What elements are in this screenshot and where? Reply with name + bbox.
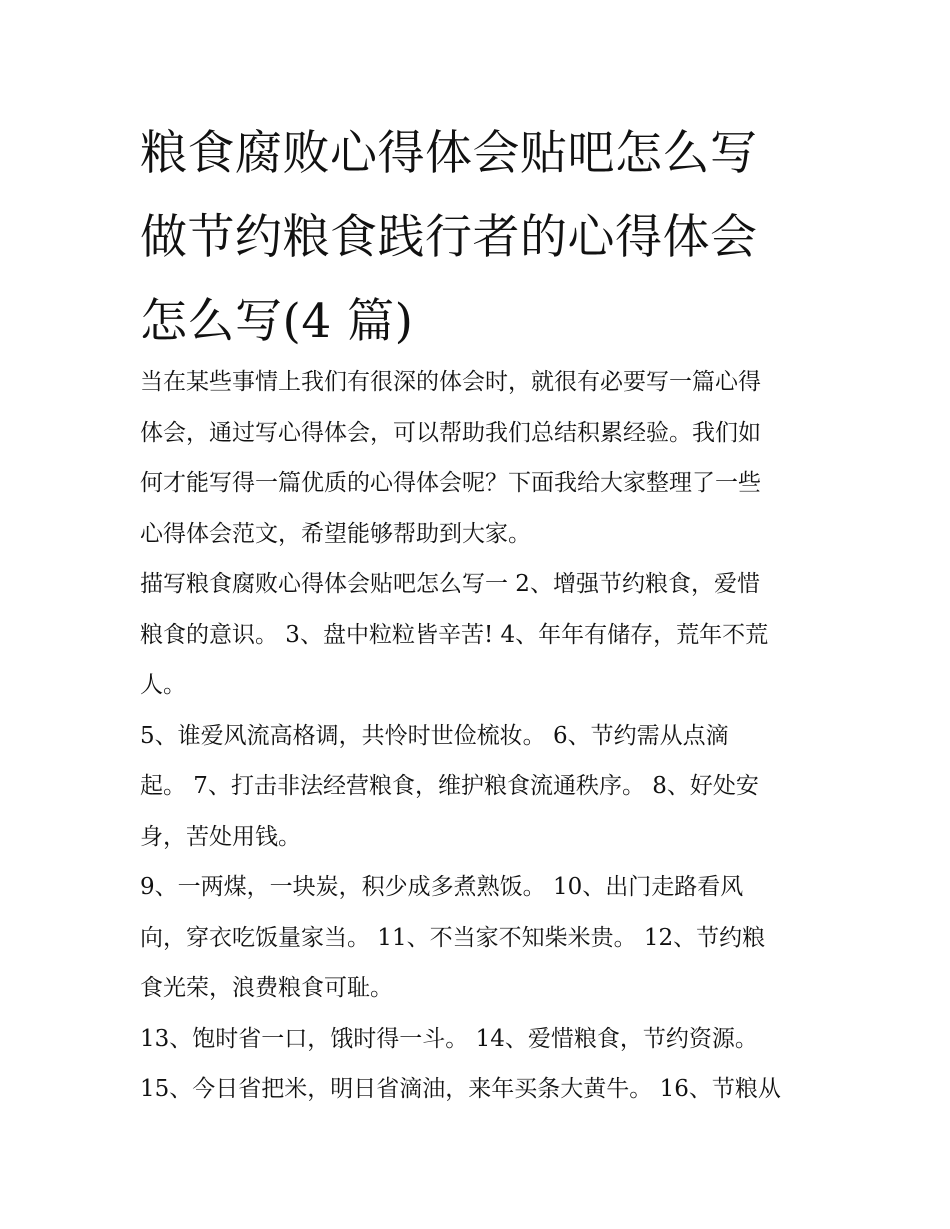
section-line: 身，苦处用钱。 xyxy=(140,823,301,850)
section-line: 向，穿衣吃饭量家当。 11、不当家不知柴米贵。 12、节约粮 xyxy=(140,924,766,951)
section-line: 粮食的意识。 3、盘中粒粒皆辛苦! 4、年年有储存，荒年不荒 xyxy=(140,621,769,648)
section-line: 人。 xyxy=(140,672,186,698)
title-line: 做节约粮食践行者的心得体会 xyxy=(140,210,758,265)
section-line: 描写粮食腐败心得体会贴吧怎么写一 2、增强节约粮食，爱惜 xyxy=(140,571,760,597)
intro-line: 心得体会范文，希望能够帮助到大家。 xyxy=(140,520,531,547)
intro-line: 当在某些事情上我们有很深的体会时，就很有必要写一篇心得 xyxy=(140,369,761,395)
title-line: 怎么写(4 篇) xyxy=(140,294,414,349)
section-line: 5、谁爱风流高格调，共怜时世俭梳妆。 6、节约需从点滴 xyxy=(140,722,729,749)
section-line: 起。 7、打击非法经营粮食，维护粮食流通秩序。 8、好处安 xyxy=(140,773,759,799)
document-title xyxy=(140,112,820,364)
title-line: 粮食腐败心得体会贴吧怎么写 xyxy=(140,126,758,181)
intro-line: 何才能写得一篇优质的心得体会呢？下面我给大家整理了一些 xyxy=(140,470,761,496)
intro-line: 体会，通过写心得体会，可以帮助我们总结积累经验。我们如 xyxy=(140,419,761,446)
section-line: 9、一两煤，一块炭，积少成多煮熟饭。 10、出门走路看风 xyxy=(140,874,744,900)
section-line: 13、饱时省一口，饿时得一斗。 14、爱惜粮食，节约资源。 xyxy=(140,1025,758,1052)
section-line: 食光荣，浪费粮食可耻。 xyxy=(140,975,393,1001)
section-line: 15、今日省把米，明日省滴油，来年买条大黄牛。 16、节粮从 xyxy=(140,1076,781,1102)
document-body xyxy=(140,357,820,1115)
